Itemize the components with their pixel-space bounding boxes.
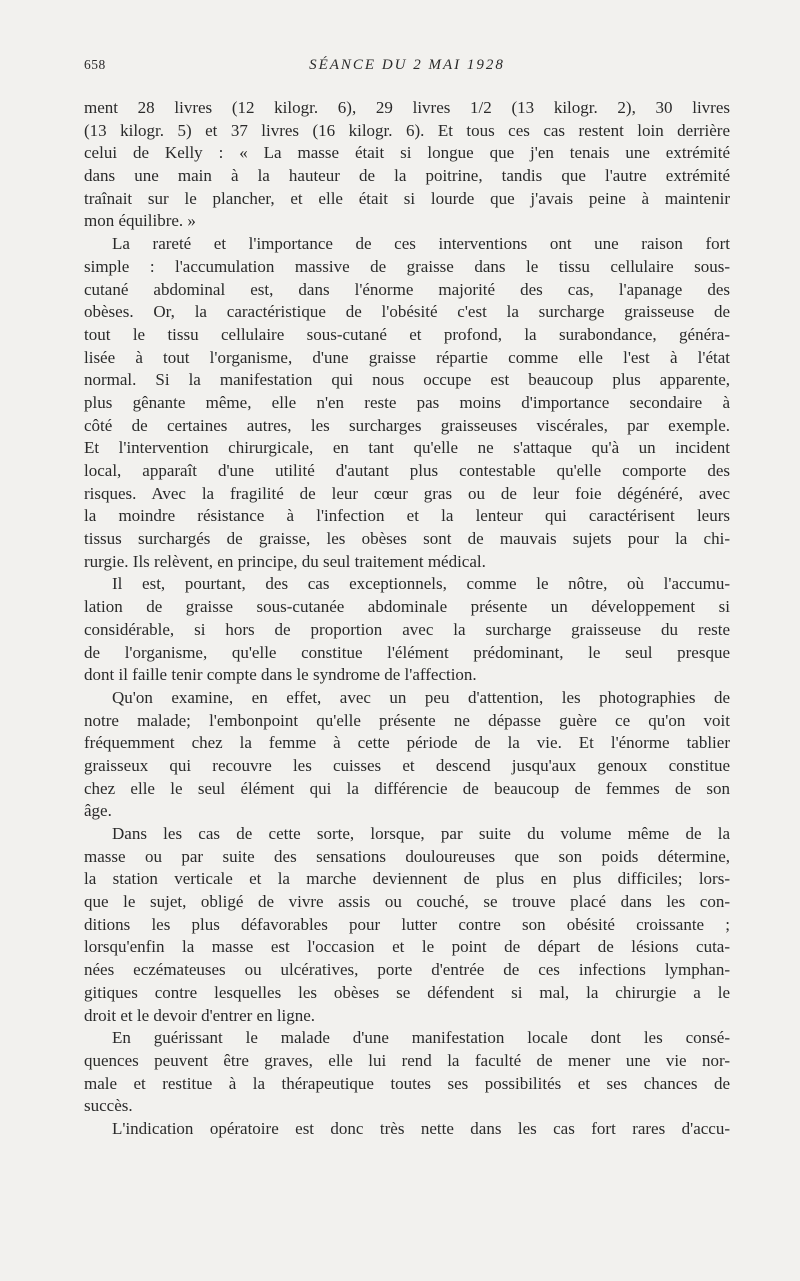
- text-line: dont il faille tenir compte dans le syndrome de l'affection.: [84, 665, 477, 685]
- text-line: tissus surchargés de graisse, les obèses sont de mauvais sujets pour la chi-: [84, 529, 730, 549]
- text-line: traînait sur le plancher, et elle était si lourde que j'avais peine à maintenir: [84, 188, 730, 208]
- text-line: graisseux qui recouvre les cuisses et descend jusqu'aux genoux constitue: [84, 755, 730, 775]
- text-line: notre malade; l'embonpoint qu'elle présente ne dépasse guère ce qu'on voit: [84, 710, 730, 730]
- text-line: succès.: [84, 1096, 133, 1116]
- text-line: Et l'intervention chirurgicale, en tant qu'elle ne s'attaque qu'à un incident: [84, 438, 730, 458]
- text-line: mon équilibre. »: [84, 211, 196, 231]
- text-line: lation de graisse sous-cutanée abdominale présente un développement si: [84, 597, 730, 617]
- text-line: ditions les plus défavorables pour lutter contre son obésité croissante ;: [84, 914, 730, 934]
- text-line: simple : l'accumulation massive de graisse dans le tissu cellulaire sous-: [84, 256, 730, 276]
- text-line: nées eczémateuses ou ulcératives, porte d'entrée de ces infections lymphan-: [84, 960, 730, 980]
- text-line: que le sujet, obligé de vivre assis ou couché, se trouve placé dans les con-: [84, 892, 730, 912]
- running-head: SÉANCE DU 2 MAI 1928: [309, 57, 505, 73]
- text-line: Qu'on examine, en effet, avec un peu d'attention, les photographies de: [112, 687, 730, 707]
- text-line: fréquemment chez la femme à cette période de la vie. Et l'énorme tablier: [84, 733, 730, 753]
- text-line: côté de certaines autres, les surcharges graisseuses viscérales, par exemple.: [84, 415, 730, 435]
- text-line: chez elle le seul élément qui la différencie de beaucoup de femmes de son: [84, 778, 730, 798]
- text-line: rurgie. Ils relèvent, en principe, du seul traitement médical.: [84, 551, 486, 571]
- text-line: considérable, si hors de proportion avec la surcharge graisseuse du reste: [84, 619, 730, 639]
- page-number: 658: [84, 57, 106, 72]
- text-line: risques. Avec la fragilité de leur cœur gras ou de leur foie dégénéré, avec: [84, 483, 730, 503]
- text-line: la station verticale et la marche deviennent de plus en plus difficiles; lors-: [84, 869, 730, 889]
- text-line: la moindre résistance à l'infection et la lenteur qui caractérisent leurs: [84, 506, 730, 526]
- text-line: lisée à tout l'organisme, d'une graisse répartie comme elle l'est à l'état: [84, 347, 730, 367]
- body-text: [84, 97, 730, 1141]
- page-header: [84, 57, 730, 77]
- text-line: celui de Kelly : « La masse était si longue que j'en tenais une extrémité: [84, 143, 730, 163]
- text-line: gitiques contre lesquelles les obèses se défendent si mal, la chirurgie a le: [84, 982, 730, 1002]
- text-line: de l'organisme, qu'elle constitue l'élément prédominant, le seul presque: [84, 642, 730, 662]
- text-line: L'indication opératoire est donc très nette dans les cas fort rares d'accu-: [112, 1118, 730, 1138]
- text-line: ment 28 livres (12 kilogr. 6), 29 livres 1/2 (13 kilogr. 2), 30 livres: [84, 98, 730, 117]
- text-line: male et restitue à la thérapeutique toutes ses possibilités et ses chances de: [84, 1073, 730, 1093]
- text-line: droit et le devoir d'entrer en ligne.: [84, 1005, 316, 1025]
- text-line: En guérissant le malade d'une manifestation locale dont les consé-: [112, 1028, 730, 1048]
- text-line: normal. Si la manifestation qui nous occupe est beaucoup plus apparente,: [84, 370, 730, 390]
- text-line: La rareté et l'importance de ces interventions ont une raison fort: [112, 234, 730, 254]
- text-line: plus gênante même, elle n'en reste pas moins d'importance secondaire à: [84, 392, 730, 412]
- text-line: dans une main à la hauteur de la poitrine, tandis que l'autre extrémité: [84, 166, 730, 186]
- text-line: quences peuvent être graves, elle lui rend la faculté de mener une vie nor-: [84, 1050, 730, 1070]
- text-line: masse ou par suite des sensations douloureuses que son poids détermine,: [84, 846, 730, 866]
- text-line: tout le tissu cellulaire sous-cutané et profond, la surabondance, généra-: [84, 324, 730, 344]
- text-line: lorsqu'enfin la masse est l'occasion et le point de départ de lésions cuta-: [84, 937, 730, 957]
- text-line: cutané abdominal est, dans l'énorme majorité des cas, l'apanage des: [84, 279, 730, 299]
- text-line: Dans les cas de cette sorte, lorsque, par suite du volume même de la: [112, 824, 730, 843]
- text-line: local, apparaît d'une utilité d'autant plus contestable qu'elle comporte des: [84, 461, 730, 480]
- text-line: âge.: [84, 801, 112, 821]
- text-line: (13 kilogr. 5) et 37 livres (16 kilogr. 6). Et tous ces cas restent loin derrière: [84, 120, 730, 140]
- text-line: Il est, pourtant, des cas exceptionnels, comme le nôtre, où l'accumu-: [112, 574, 730, 594]
- text-line: obèses. Or, la caractéristique de l'obésité c'est la surcharge graisseuse de: [84, 302, 730, 322]
